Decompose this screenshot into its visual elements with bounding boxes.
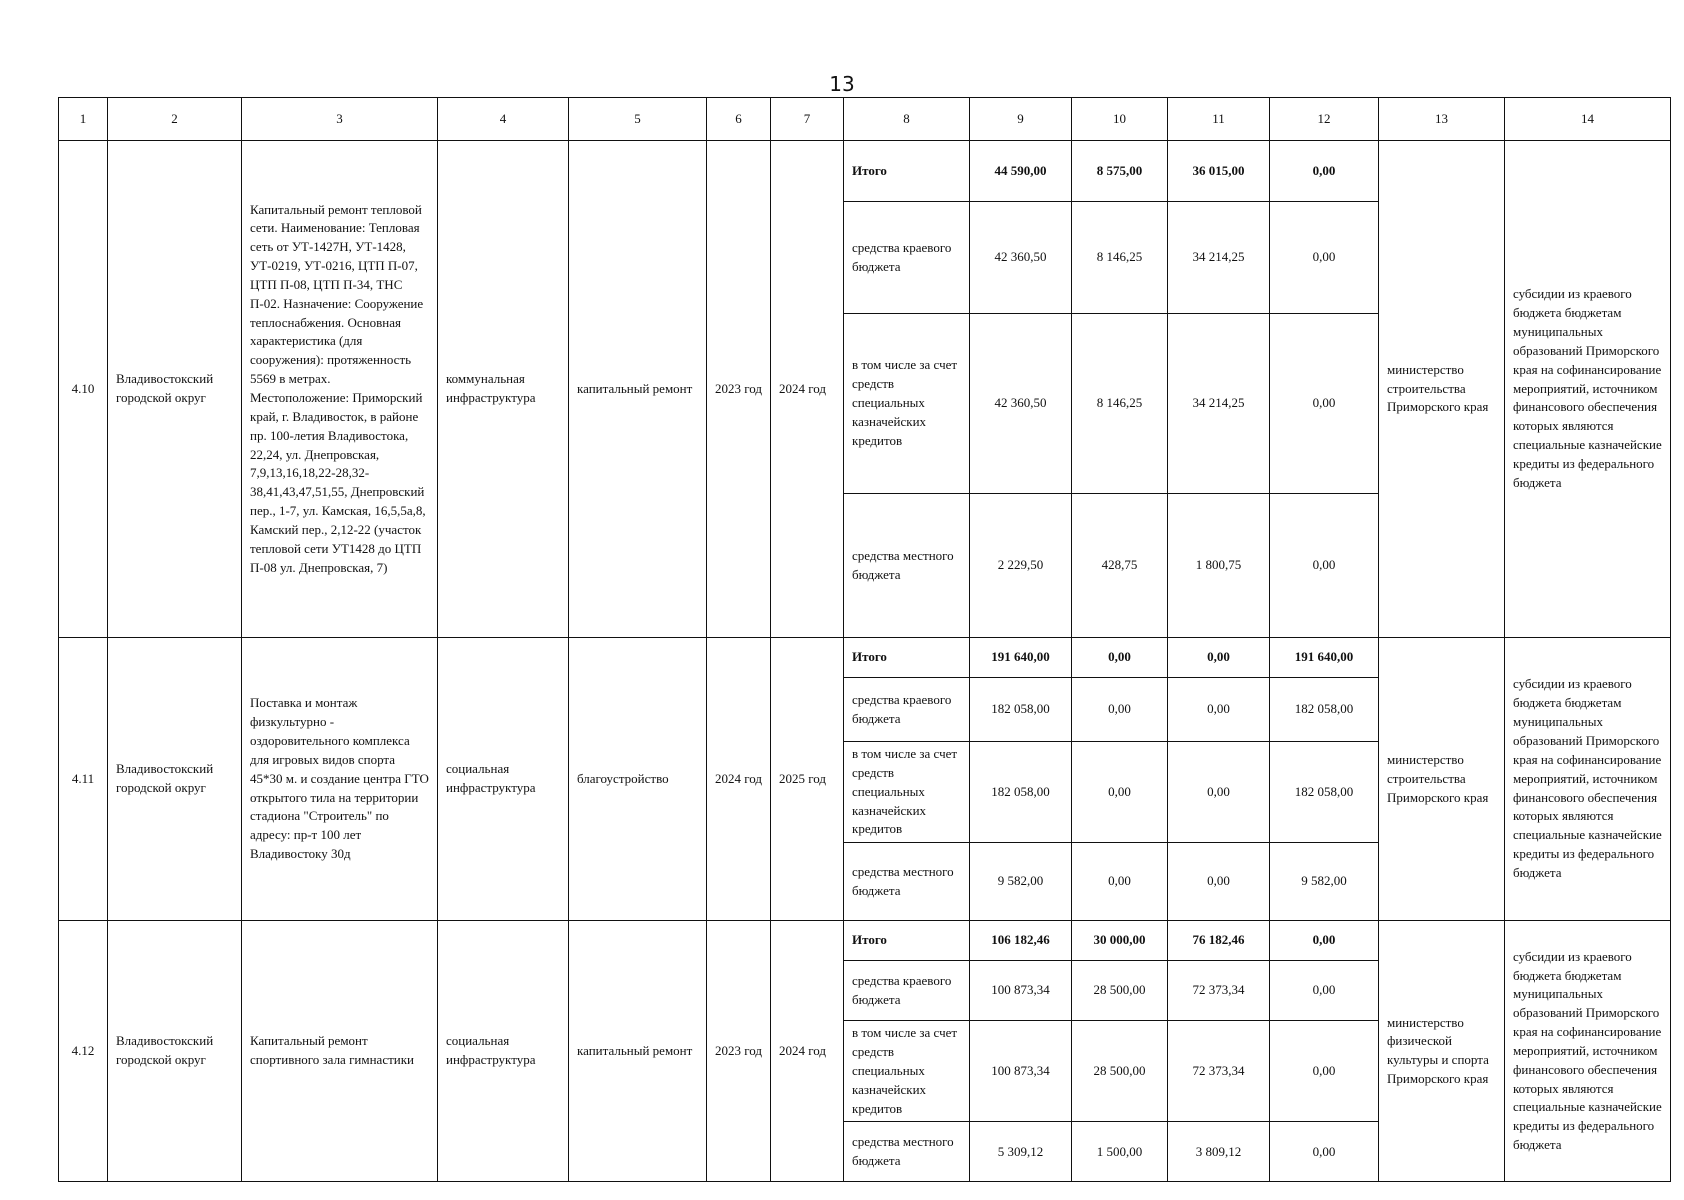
- finance-year-3: 191 640,00: [1270, 638, 1379, 678]
- work-type: капитальный ремонт: [569, 141, 707, 638]
- row-id: 4.10: [59, 141, 108, 638]
- finance-label: в том числе за счет средств специальных казначейских кредитов: [844, 742, 970, 843]
- col-header-13: 13: [1379, 98, 1505, 141]
- finance-year-2: 0,00: [1168, 742, 1270, 843]
- finance-year-3: 0,00: [1270, 494, 1379, 638]
- row-id: 4.12: [59, 921, 108, 1182]
- table-row: [59, 921, 1671, 961]
- sector: социальная инфраструктура: [438, 638, 569, 921]
- finance-total: 42 360,50: [970, 314, 1072, 494]
- start-year: 2024 год: [707, 638, 771, 921]
- finance-year-1: 1 500,00: [1072, 1122, 1168, 1182]
- finance-year-1: 0,00: [1072, 638, 1168, 678]
- finance-year-3: 0,00: [1270, 961, 1379, 1021]
- row-id: 4.11: [59, 638, 108, 921]
- table-row: [59, 141, 1671, 202]
- program-table: [58, 97, 1671, 1182]
- table-row: [59, 638, 1671, 678]
- finance-year-3: 0,00: [1270, 1122, 1379, 1182]
- municipality: Владивостокский городской округ: [108, 141, 242, 638]
- finance-label: Итого: [844, 921, 970, 961]
- col-header-9: 9: [970, 98, 1072, 141]
- col-header-5: 5: [569, 98, 707, 141]
- finance-total: 191 640,00: [970, 638, 1072, 678]
- finance-label: средства краевого бюджета: [844, 202, 970, 314]
- finance-label: средства краевого бюджета: [844, 961, 970, 1021]
- finance-year-2: 0,00: [1168, 638, 1270, 678]
- finance-total: 5 309,12: [970, 1122, 1072, 1182]
- finance-label: в том числе за счет средств специальных казначейских кредитов: [844, 314, 970, 494]
- finance-label: средства краевого бюджета: [844, 678, 970, 742]
- finance-year-2: 0,00: [1168, 843, 1270, 921]
- col-header-12: 12: [1270, 98, 1379, 141]
- funding-source: субсидии из краевого бюджета бюджетам муниципальных образований Приморского края на софинансирование мероприятий, источником финансового обеспечения которых являются специальные казначейские кредиты из федерального бюджета: [1505, 921, 1671, 1182]
- finance-year-2: 72 373,34: [1168, 1021, 1270, 1122]
- finance-label: в том числе за счет средств специальных казначейских кредитов: [844, 1021, 970, 1122]
- responsible-ministry: министерство строительства Приморского края: [1379, 141, 1505, 638]
- finance-year-2: 3 809,12: [1168, 1122, 1270, 1182]
- finance-total: 2 229,50: [970, 494, 1072, 638]
- finance-year-1: 0,00: [1072, 843, 1168, 921]
- responsible-ministry: министерство физической культуры и спорта Приморского края: [1379, 921, 1505, 1182]
- col-header-11: 11: [1168, 98, 1270, 141]
- finance-total: 42 360,50: [970, 202, 1072, 314]
- finance-year-2: 34 214,25: [1168, 202, 1270, 314]
- start-year: 2023 год: [707, 141, 771, 638]
- finance-year-1: 0,00: [1072, 742, 1168, 843]
- finance-year-2: 34 214,25: [1168, 314, 1270, 494]
- project-description: Капитальный ремонт спортивного зала гимнастики: [242, 921, 438, 1182]
- finance-label: средства местного бюджета: [844, 1122, 970, 1182]
- work-type: капитальный ремонт: [569, 921, 707, 1182]
- work-type: благоустройство: [569, 638, 707, 921]
- page-number: 13: [829, 72, 855, 96]
- finance-label: средства местного бюджета: [844, 494, 970, 638]
- start-year: 2023 год: [707, 921, 771, 1182]
- finance-year-3: 9 582,00: [1270, 843, 1379, 921]
- finance-year-1: 28 500,00: [1072, 961, 1168, 1021]
- end-year: 2024 год: [771, 141, 844, 638]
- finance-total: 44 590,00: [970, 141, 1072, 202]
- end-year: 2024 год: [771, 921, 844, 1182]
- col-header-4: 4: [438, 98, 569, 141]
- project-description: Поставка и монтаж физкультурно - оздоровительного комплекса для игровых видов спорта 45*30 м. и создание центра ГТО открытого тила на территории стадиона "Строитель" по адресу: пр-т 100 лет Владивостоку 30д: [242, 638, 438, 921]
- finance-year-1: 28 500,00: [1072, 1021, 1168, 1122]
- col-header-6: 6: [707, 98, 771, 141]
- funding-source: субсидии из краевого бюджета бюджетам муниципальных образований Приморского края на софинансирование мероприятий, источником финансового обеспечения которых являются специальные казначейские кредиты из федерального бюджета: [1505, 638, 1671, 921]
- col-header-10: 10: [1072, 98, 1168, 141]
- funding-source: субсидии из краевого бюджета бюджетам муниципальных образований Приморского края на софинансирование мероприятий, источником финансового обеспечения которых являются специальные казначейские кредиты из федерального бюджета: [1505, 141, 1671, 638]
- municipality: Владивостокский городской округ: [108, 921, 242, 1182]
- finance-year-2: 0,00: [1168, 678, 1270, 742]
- finance-label: Итого: [844, 638, 970, 678]
- finance-year-1: 0,00: [1072, 678, 1168, 742]
- responsible-ministry: министерство строительства Приморского края: [1379, 638, 1505, 921]
- finance-year-3: 0,00: [1270, 1021, 1379, 1122]
- finance-year-2: 76 182,46: [1168, 921, 1270, 961]
- finance-year-3: 0,00: [1270, 141, 1379, 202]
- sector: социальная инфраструктура: [438, 921, 569, 1182]
- col-header-2: 2: [108, 98, 242, 141]
- sector: коммунальная инфраструктура: [438, 141, 569, 638]
- end-year: 2025 год: [771, 638, 844, 921]
- col-header-3: 3: [242, 98, 438, 141]
- finance-total: 182 058,00: [970, 742, 1072, 843]
- finance-year-1: 8 146,25: [1072, 202, 1168, 314]
- col-header-7: 7: [771, 98, 844, 141]
- finance-label: Итого: [844, 141, 970, 202]
- finance-year-3: 0,00: [1270, 921, 1379, 961]
- finance-total: 9 582,00: [970, 843, 1072, 921]
- project-description: Капитальный ремонт тепловой сети. Наименование: Тепловая сеть от УТ-1427Н, УТ-1428, УТ-0219, УТ-0216, ЦТП П-07, ЦТП П-08, ЦТП П-34, ТНС П-02. Назначение: Сооружение теплоснабжения. Основная характеристика (для сооружения): протяженность 5569 в метрах. Местоположение: Приморский край, г. Владивосток, в районе пр. 100-летия Владивостока, 22,24, ул. Днепровская, 7,9,13,16,18,22-28,32-38,41,43,47,51,55, Днепровский пер., 1-7, ул. Камская, 16,5,5а,8, Камский пер., 2,12-22 (участок тепловой сети УТ1428 до ЦТП П-08 ул. Днепровская, 7): [242, 141, 438, 638]
- finance-total: 100 873,34: [970, 1021, 1072, 1122]
- finance-year-3: 0,00: [1270, 314, 1379, 494]
- finance-year-1: 30 000,00: [1072, 921, 1168, 961]
- finance-year-2: 1 800,75: [1168, 494, 1270, 638]
- col-header-8: 8: [844, 98, 970, 141]
- finance-year-3: 182 058,00: [1270, 678, 1379, 742]
- col-header-1: 1: [59, 98, 108, 141]
- finance-year-3: 0,00: [1270, 202, 1379, 314]
- finance-year-1: 428,75: [1072, 494, 1168, 638]
- finance-total: 182 058,00: [970, 678, 1072, 742]
- finance-year-2: 36 015,00: [1168, 141, 1270, 202]
- municipality: Владивостокский городской округ: [108, 638, 242, 921]
- header-row: [59, 98, 1671, 141]
- col-header-14: 14: [1505, 98, 1671, 141]
- finance-total: 106 182,46: [970, 921, 1072, 961]
- finance-year-3: 182 058,00: [1270, 742, 1379, 843]
- finance-total: 100 873,34: [970, 961, 1072, 1021]
- finance-year-1: 8 146,25: [1072, 314, 1168, 494]
- finance-year-2: 72 373,34: [1168, 961, 1270, 1021]
- finance-year-1: 8 575,00: [1072, 141, 1168, 202]
- finance-label: средства местного бюджета: [844, 843, 970, 921]
